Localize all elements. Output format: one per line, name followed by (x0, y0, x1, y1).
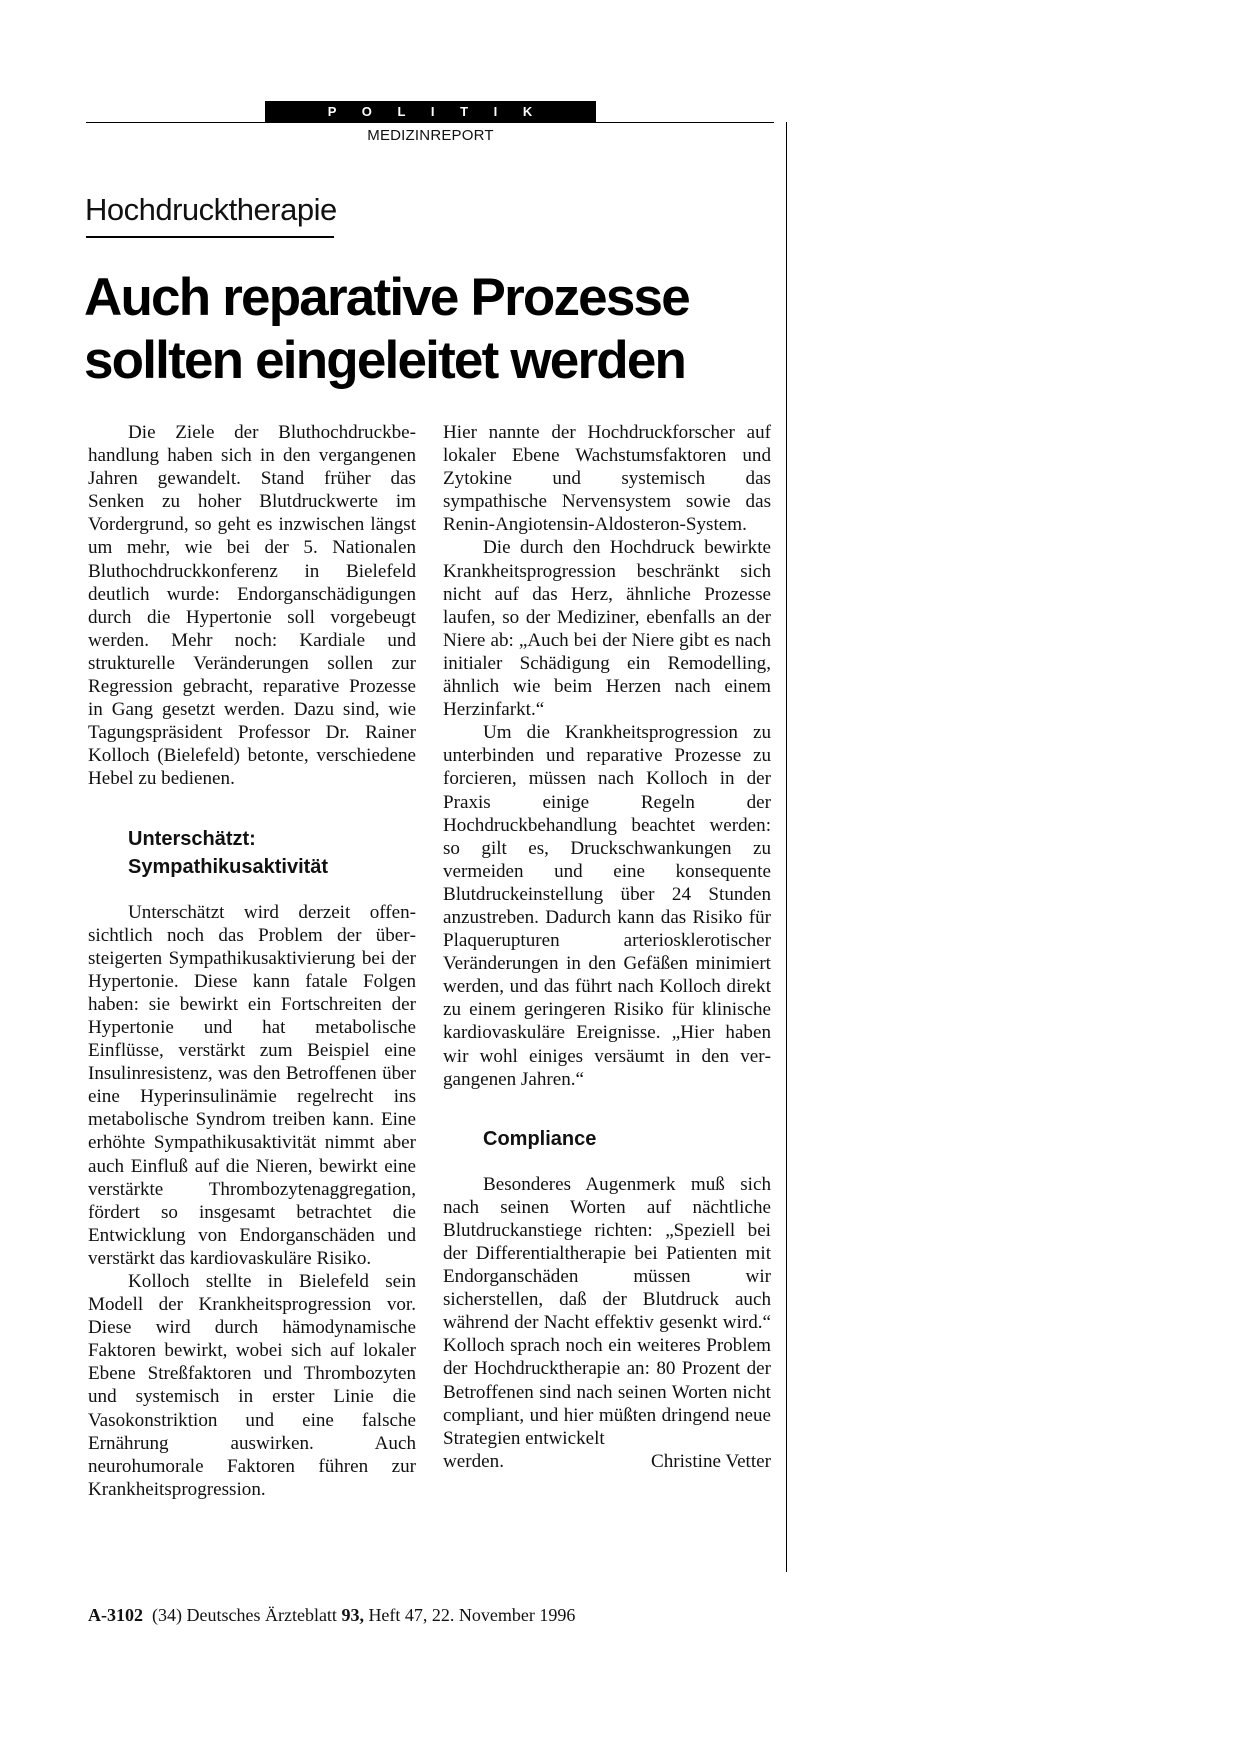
headline-line-1: Auch reparative Prozesse (84, 268, 689, 327)
left-column (88, 421, 416, 1501)
paragraph: Die durch den Hochdruck bewirkte Krankheitsprogression beschränkt sich nicht auf das Herz, ähnliche Prozesse laufen, so der Mediziner, ebenfalls an der Niere ab: „Auch bei der Niere gibt es nach initialer Schädigung ein Remodelling, ähnlich wie beim Herzen nach einem Herzinfarkt.“ (443, 537, 771, 721)
footer-issue: Heft 47, 22. November 1996 (368, 1605, 576, 1625)
subhead-sympathikus (88, 825, 416, 881)
rubric-label: MEDIZINREPORT (367, 127, 494, 144)
closing-line (443, 1450, 771, 1473)
footer-volume: 93, (341, 1605, 364, 1625)
right-column (443, 421, 771, 1473)
subhead-line: Sympathikusaktivität (128, 855, 329, 878)
kicker-rule (86, 236, 334, 238)
paragraph: Unterschätzt wird derzeit offensichtlich noch das Problem der übersteigerten Sympathikusaktivierung bei der Hypertonie. Diese kann fatale Folgen haben: sie bewirkt ein Fortschreiten der Hypertonie und hat metabolische Einflüsse, verstärkt zum Beispiel eine Insulinresistenz, was den Betroffenen über eine Hyperinsulinämie regelrecht ins metabolische Syndrom treiben kann. Eine erhöhte Sympathikusaktivität nimmt aber auch Einfluß auf die Nieren, bewirkt eine verstärkte Thrombozytenaggregation, fördert so insgesamt betrachtet die Entwicklung von Endorganschäden und verstärkt das kardiovaskuläre Risiko. (88, 901, 416, 1269)
headline-line-2: sollten eingeleitet werden (84, 331, 686, 390)
kicker: Hochdrucktherapie (85, 192, 337, 227)
closing-word: werden. (443, 1450, 504, 1472)
page-footer (88, 1605, 575, 1626)
column-rule (786, 122, 787, 1572)
paragraph: Hier nannte der Hochdruckforscher auf lokaler Ebene Wachstumsfaktoren und Zytokine und systemisch das sympathische Nervensystem sowie das Renin-Angiotensin-Aldosteron-System. (443, 422, 771, 536)
header-rule (86, 122, 774, 123)
author: Christine Vetter (650, 1450, 771, 1472)
paragraph: Die Ziele der Bluthochdruckbehandlung haben sich in den vergangenen Jahren gewandelt. Stand früher das Senken zu hoher Blutdruckwerte im Vordergrund, so geht es inzwischen längst um mehr, wie bei der 5. Nationalen Bluthochdruckkonferenz in Bielefeld deutlich wurde: Endorganschädigungen durch die Hypertonie soll vorgebeugt werden. Mehr noch: Kardiale und strukturelle Veränderungen sollen zur Regression gebracht, reparative Prozesse in Gang gesetzt werden. Dazu sind, wie Tagungspräsident Professor Dr. Rainer Kolloch (Bielefeld) betonte, verschiedene Hebel zu bedienen. (88, 422, 416, 790)
paragraph: Besonderes Augenmerk muß sich nach seinen Worten auf nächtliche Blutdruckanstiege richten: „Speziell bei der Differentialtherapie bei Patienten mit Endorganschäden müssen wir sicherstellen, daß der Blutdruck auch während der Nacht effektiv gesenkt wird.“ Kolloch sprach noch ein weiteres Problem der Hochdrucktherapie an: 80 Prozent der Betroffenen sind nach seinen Worten nicht compliant, und hier müßten dringend neue Strategien entwickelt (443, 1173, 771, 1449)
footer-citation: (34) Deutsches Ärzteblatt (152, 1605, 337, 1625)
paragraph: Kolloch stellte in Bielefeld sein Modell der Krankheitsprogression vor. Diese wird durch hämodynamische Faktoren bewirkt, wobei sich auf lokaler Ebene Streßfaktoren und Thrombozyten und systemisch in erster Linie die Vasokonstriktion und eine falsche Ernährung auswirken. Auch neurohumorale Faktoren führen zur Krankheitsprogression. (88, 1271, 416, 1500)
subhead-line: Unterschätzt: (128, 827, 256, 850)
page-code: A-3102 (88, 1605, 143, 1625)
subhead-compliance: Compliance (483, 1127, 597, 1150)
paragraph: Um die Krankheitsprogression zu unterbinden und reparative Prozesse zu forcieren, müssen nach Kolloch in der Praxis einige Regeln der Hochdruckbehandlung beachtet werden: so gilt es, Druckschwankungen zu vermeiden und eine konsequente Blutdruckeinstellung über 24 Stunden anzustreben. Dadurch kann das Risiko für Plaquerupturen arteriosklerotischer Veränderungen in den Gefäßen minimiert werden, und das führt nach Kolloch direkt zu einem geringeren Risiko für klinische kardiovaskuläre Ereignisse. „Hier haben wir wohl einiges versäumt in den vergangenen Jahren.“ (443, 722, 771, 1090)
headline (84, 266, 784, 392)
section-label: P O L I T I K (265, 101, 596, 122)
